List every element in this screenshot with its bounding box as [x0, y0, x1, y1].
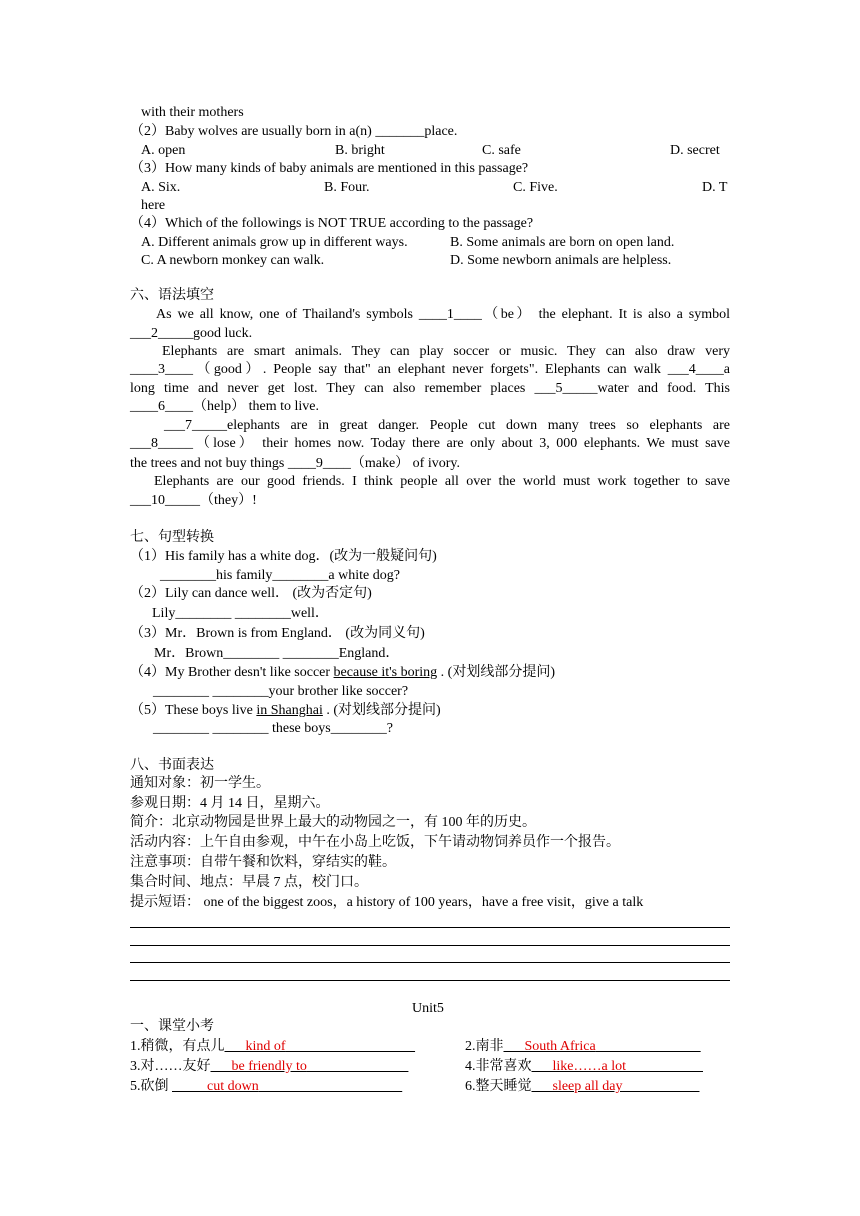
q3-stem: （3）How many kinds of baby animals are mentioned in this passage?	[130, 161, 529, 176]
q2-option-d: D. secret	[670, 143, 720, 158]
item-prefix: 1.稍微，有点儿	[130, 1039, 225, 1054]
item-answer: cut down	[207, 1079, 259, 1094]
s7-q5-text: （5）These boys live	[130, 703, 257, 718]
item-answer: kind of	[245, 1039, 286, 1054]
writing-line[interactable]	[130, 980, 730, 981]
item-prefix: 2.南非	[465, 1039, 504, 1054]
unit5-item-2	[465, 1038, 701, 1056]
reading-carry-line: with their mothers	[141, 105, 244, 120]
s7-q2-answer: Lily________ ________well．	[152, 606, 329, 621]
q3-option-b: B. Four.	[324, 180, 370, 195]
s7-q5-underlined: in Shanghai	[256, 703, 323, 718]
unit5-item-3	[130, 1058, 408, 1076]
writing-line[interactable]	[130, 927, 730, 928]
section8-line: 简介：北京动物园是世界上最大的动物园之一，有 100 年的历史。	[130, 815, 536, 830]
s7-q5	[130, 702, 441, 720]
item-answer: South Africa	[524, 1039, 596, 1054]
q3-option-d: D. T	[702, 180, 728, 195]
item-prefix: 3.对……友好	[130, 1059, 211, 1074]
section8-line: 参观日期：4 月 14 日，星期六。	[130, 796, 330, 811]
q3-option-c: C. Five.	[513, 180, 558, 195]
section7-heading: 七、句型转换	[130, 530, 214, 545]
s7-q2: （2）Lily can dance well． (改为否定句)	[130, 586, 372, 601]
section8-line: 注意事项：自带午餐和饮料，穿结实的鞋。	[130, 855, 396, 870]
q4-stem: （4）Which of the followings is NOT TRUE according to the passage?	[130, 216, 534, 231]
s7-q4-text: （4）My Brother desn't like soccer	[130, 665, 334, 680]
item-answer: be friendly to	[231, 1059, 307, 1074]
section6-line: ____6____（help） them to live.	[130, 399, 319, 414]
section6-line: ___7_____elephants are in great danger. People cut down many trees so elephants are	[164, 418, 730, 433]
q4-option-c: C. A newborn monkey can walk.	[141, 253, 325, 268]
section6-heading: 六、语法填空	[130, 288, 214, 303]
section6-line: ___2_____good luck.	[130, 326, 253, 341]
item-prefix: 4.非常喜欢	[465, 1059, 532, 1074]
q2-stem: （2）Baby wolves are usually born in a(n) _______place.	[130, 124, 458, 139]
s7-q3-answer: Mr．Brown________ ________England．	[154, 646, 400, 661]
unit5-item-5	[130, 1078, 402, 1096]
s7-q1-answer: ________his family________a white dog?	[160, 568, 400, 583]
section6-line: long time and never get lost. They can also remember places ___5_____water and food. This	[130, 381, 730, 396]
s7-q4-answer: ________ ________your brother like soccer?	[153, 684, 409, 699]
section6-line: ___10_____（they）!	[130, 493, 257, 508]
q4-option-b: B. Some animals are born on open land.	[450, 235, 675, 250]
s7-q5-answer: ________ ________ these boys________?	[153, 721, 393, 736]
s7-q4-underlined: because it's boring	[333, 665, 438, 680]
unit5-heading: 一、课堂小考	[130, 1019, 214, 1034]
item-prefix: 5.砍倒	[130, 1079, 172, 1094]
q3-option-a: A. Six.	[141, 180, 181, 195]
section8-line: 提示短语： one of the biggest zoos，a history of 100 years，have a free visit，give a talk	[130, 895, 644, 910]
section8-line: 通知对象：初一学生。	[130, 776, 270, 791]
item-prefix: 6.整天睡觉	[465, 1079, 532, 1094]
q2-option-a: A. open	[141, 143, 186, 158]
unit5-title: Unit5	[412, 1001, 444, 1016]
section6-line: ____3____（good）. People say that" an elephant never forgets". Elephants can walk ___4____a	[130, 362, 730, 377]
q4-option-a: A. Different animals grow up in different ways.	[141, 235, 408, 250]
s7-q4	[130, 664, 555, 682]
section8-line: 活动内容：上午自由参观，中午在小岛上吃饭，下午请动物饲养员作一个报告。	[130, 835, 620, 850]
unit5-item-4	[465, 1058, 703, 1076]
section6-line: As we all know, one of Thailand's symbols ____1____（be） the elephant. It is also a symbol	[156, 307, 730, 322]
s7-q3: （3）Mr．Brown is from England． (改为同义句)	[130, 626, 425, 641]
item-answer: like……a lot	[552, 1059, 626, 1074]
s7-q1: （1）His family has a white dog．(改为一般疑问句)	[130, 549, 437, 564]
s7-q4-tail: . (对划线部分提问)	[437, 665, 555, 680]
q2-option-b: B. bright	[335, 143, 385, 158]
q4-option-d: D. Some newborn animals are helpless.	[450, 253, 672, 268]
unit5-item-1	[130, 1038, 415, 1056]
section8-heading: 八、书面表达	[130, 758, 214, 773]
item-answer: sleep all day	[552, 1079, 623, 1094]
section6-line: the trees and not buy things ____9____（make） of ivory.	[130, 456, 460, 471]
q2-option-c: C. safe	[482, 143, 521, 158]
writing-line[interactable]	[130, 962, 730, 963]
section6-line: Elephants are smart animals. They can play soccer or music. They can also draw very	[162, 344, 730, 359]
writing-line[interactable]	[130, 945, 730, 946]
section6-line: Elephants are our good friends. I think people all over the world must work together to save	[154, 474, 730, 489]
q3-option-d-wrap: here	[141, 198, 166, 213]
section6-line: ___8_____（lose） their homes now. Today there are only about 3, 000 elephants. We must save	[130, 436, 730, 451]
unit5-item-6	[465, 1078, 699, 1096]
section8-line: 集合时间、地点：早晨 7 点，校门口。	[130, 875, 368, 890]
s7-q5-tail: . (对划线部分提问)	[322, 703, 441, 718]
